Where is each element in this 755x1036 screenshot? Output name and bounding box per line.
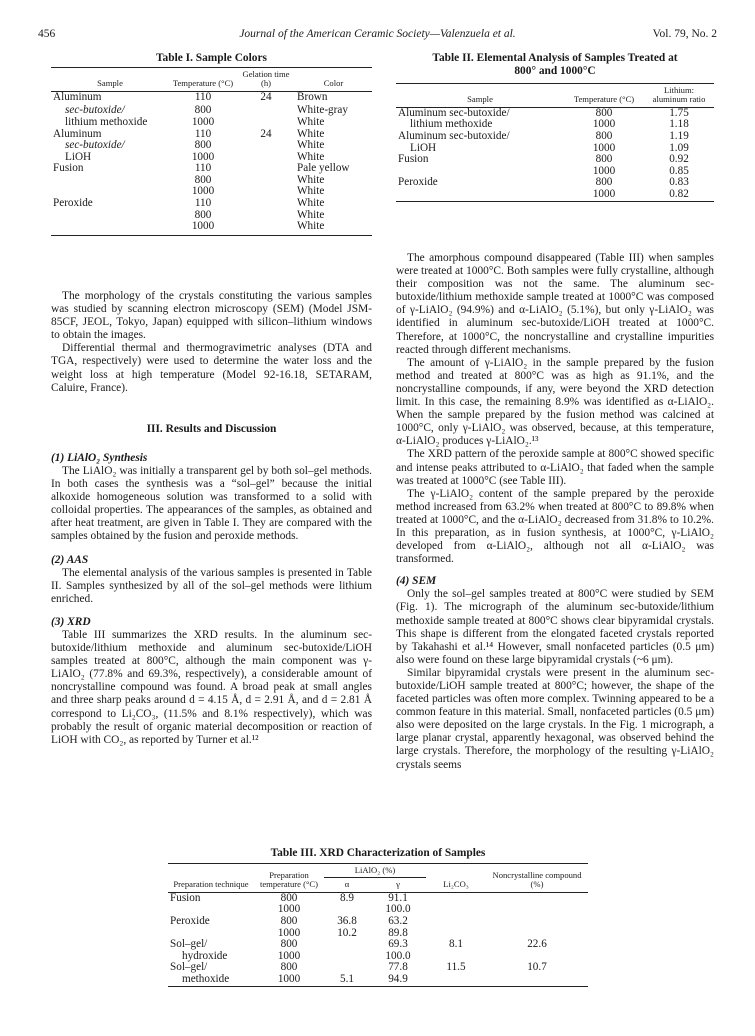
- table-cell: Pale yellow: [297, 162, 350, 175]
- table-cell: 5.1: [340, 972, 354, 985]
- table-cell: Peroxide: [398, 176, 438, 189]
- table-cell: 110: [194, 127, 212, 140]
- table-cell: methoxide: [182, 972, 230, 985]
- table2-header-sample: Sample: [467, 94, 493, 105]
- table-cell: 8.9: [340, 891, 354, 904]
- table-cell: hydroxide: [182, 949, 228, 962]
- table-cell: 36.8: [337, 915, 357, 927]
- table-cell: [486, 904, 588, 916]
- right-column-text: [396, 252, 714, 772]
- table-cell: [51, 221, 169, 235]
- table-cell: sec-butoxide/: [65, 139, 125, 152]
- table-cell: LiOH: [65, 150, 92, 163]
- table3-header-temperature: Preparation temperature (°C): [259, 870, 319, 890]
- section-title-results: III. Results and Discussion: [146, 422, 277, 435]
- left-column: [51, 52, 372, 236]
- table3-header-noncrystalline: Noncrystalline compound (%): [492, 870, 582, 890]
- table-cell: sec-butoxide/: [65, 104, 125, 117]
- table-cell: Aluminum sec-butoxide/: [398, 106, 510, 119]
- table-cell: [51, 210, 169, 222]
- table-cell: 800: [194, 173, 212, 186]
- table-cell: 63.2: [388, 915, 408, 927]
- paragraph-morphology: The morphology of the crystals constituting the various samples was studied by scanning electron microscopy (SEM) (Model JSM-85CF, JEOL, Tokyo, Japan) equipped with silicon–lithium windows to obtain the images.: [51, 290, 372, 342]
- journal-title: Journal of the American Ceramic Society—Valenzuela et al.: [239, 28, 516, 40]
- table-cell: [396, 189, 564, 201]
- paragraph-aas: The elemental analysis of the various samples is presented in Table II. Samples synthesized by all of the sol–gel methods were lithium enriched.: [51, 566, 372, 605]
- paragraph-synthesis: The LiAlO₂ was initially a transparent gel by both sol–gel methods. In both cases the synthesis was a “sol–gel” because the initial alkoxide homogeneous solution was transformed to a solid with colloidal properties. The appearances of the samples, as obtained and after heat treatment, are given in Table I. They are compared with the samples obtained by the fusion and peroxide methods.: [51, 464, 372, 543]
- table-cell: Fusion: [170, 891, 201, 904]
- table-cell: 1000: [592, 141, 616, 154]
- table-cell: White: [297, 139, 325, 152]
- table-cell: 1000: [592, 164, 616, 177]
- table-cell: 1000: [277, 949, 301, 962]
- table-cell: 1.19: [669, 130, 689, 142]
- table-cell: 800: [194, 208, 212, 221]
- table-cell: 800: [280, 938, 298, 951]
- volume-issue: Vol. 79, No. 2: [652, 28, 717, 40]
- paragraph-fusion: The amount of γ-LiAlO₂ in the sample prepared by the fusion method and treated at 800°C was as high as 91.1%, and the noncrystalline compounds, if any, were beyond the XRD detection limit. In this case, the remaining 8.9% was identified as α-LiAlO₂. When the sample prepared by the fusion method was calcined at 1000°C, only γ-LiAlO₂ was observed, because, at this temperature, α-LiAlO₂ produces γ-LiAlO₂.¹³: [396, 356, 714, 448]
- table-cell: 10.2: [337, 926, 357, 939]
- table-cell: 22.6: [527, 938, 547, 951]
- paragraph-sem1: Only the sol–gel samples treated at 800°C were studied by SEM (Fig. 1). The micrograph of the aluminum sec-butoxide/lithium methoxide sample treated at 800°C shows clear bipyramidal crystals. This shape is different from the elongated faceted crystals reported by Takahashi et al.¹⁴ However, small nonfaceted particles (0.5 μm) also were found on these large bipyramidal crystals (~6 μm).: [396, 588, 714, 666]
- table-cell: [237, 152, 295, 164]
- table-cell: White-gray: [297, 104, 348, 117]
- table2-caption-line1: Table II. Elemental Analysis of Samples Treated at: [432, 52, 678, 64]
- table-cell: 24: [260, 90, 272, 103]
- table1-header-sample: Sample: [97, 78, 123, 89]
- table-cell: White: [297, 208, 325, 221]
- table-cell: [237, 117, 295, 129]
- table-cell: [237, 198, 295, 210]
- table-cell: [237, 175, 295, 187]
- paragraph-amorphous: The amorphous compound disappeared (Table III) when samples were treated at 1000°C. Both samples were fully crystalline, although their composition was not the same. The aluminum sec-butoxide/lithium methoxide sample treated at 1000°C was composed of γ-LiAlO₂ (94.9%) and α-LiAlO₂ (5.1%), but only γ-LiAlO₂ was identified in aluminum sec-butoxide/LiOH treated at 1000°C. Therefore, at 1000°C, the noncrystalline and crystalline impurities reacted through different mechanisms.: [396, 252, 714, 356]
- table-cell: 1000: [277, 903, 301, 916]
- table-cell: 10.7: [527, 961, 547, 974]
- table-cell: 100.0: [385, 903, 411, 916]
- table2-header-ratio: Lithium: aluminum ratio: [652, 85, 706, 105]
- table3-header-gamma: γ: [396, 879, 400, 890]
- table-cell: 11.5: [446, 961, 466, 974]
- table-cell: lithium methoxide: [65, 115, 148, 128]
- table3: [168, 863, 588, 987]
- table-cell: [324, 951, 370, 963]
- table-cell: 100.0: [385, 949, 411, 962]
- paragraph-peroxide: The XRD pattern of the peroxide sample at 800°C showed specific and intense peaks attributed to α-LiAlO₂ that faded when the sample was treated at 1000°C (see Table III).: [396, 448, 714, 487]
- table-cell: Sol–gel/: [170, 961, 208, 974]
- table-cell: 0.82: [669, 187, 689, 200]
- table-cell: 8.1: [449, 938, 463, 951]
- table3-header-li2co3: Li₂CO₃: [443, 879, 469, 890]
- table-cell: Fusion: [398, 153, 429, 166]
- table-cell: 1000: [191, 115, 215, 128]
- table-cell: [486, 916, 588, 928]
- table-cell: 800: [595, 176, 613, 189]
- paragraph-xrd: Table III summarizes the XRD results. In the aluminum sec-butoxide/lithium methoxide and aluminum sec-butoxide/LiOH samples treated at 800°C, although the main component was γ-LiAlO₂ (77.8% and 69.3%, respectively), a considerable amount of noncrystalline compound was found. A broad peak at small angles and three sharp peaks around d = 4.15 Å, d = 2.91 Å, and d = 2.81 Å correspond to Li₂CO₃, (11.5% and 8.1% respectively), which was probably the result of organic material decomposition or reaction of LiOH with CO₂, as reported by Turner et al.¹²: [51, 628, 372, 746]
- table-cell: Brown: [297, 90, 328, 103]
- table-cell: 110: [194, 197, 212, 210]
- paragraph-gamma: The γ-LiAlO₂ content of the sample prepared by the peroxide method increased from 63.2% when treated at 800°C to 89.8% when treated at 1000°C, and the α-LiAlO₂ decreased from 31.8% to 10.2%. In this preparation, as in fusion synthesis, at 1000°C, γ-LiAlO₂ developed from α-LiAlO₂, although not all α-LiAlO₂ was transformed.: [396, 487, 714, 566]
- table-cell: 800: [194, 139, 212, 152]
- table2-caption-line2: 800° and 1000°C: [514, 65, 596, 77]
- table-cell: [51, 175, 169, 187]
- right-column: [396, 52, 714, 202]
- table2: [396, 83, 714, 202]
- table-cell: [426, 904, 486, 916]
- table-cell: 1000: [191, 185, 215, 198]
- table-cell: Peroxide: [53, 197, 93, 210]
- page-number: 456: [38, 28, 56, 40]
- table-cell: [426, 892, 486, 904]
- table-cell: White: [297, 127, 325, 140]
- table-cell: Aluminum: [53, 127, 102, 140]
- table-cell: Sol–gel/: [170, 938, 208, 951]
- table-cell: White: [297, 150, 325, 163]
- table-cell: 110: [194, 90, 212, 103]
- table-cell: Fusion: [53, 162, 84, 175]
- table-cell: White: [297, 185, 325, 198]
- paragraph-dta: Differential thermal and thermogravimetric analyses (DTA and TGA, respectively) were used to determine the water loss and the weight loss at high temperature (Model 92-16.18, SETARAM, Caluire, France).: [51, 342, 372, 394]
- table-cell: White: [297, 197, 325, 210]
- table3-header-alpha: α: [344, 879, 350, 890]
- table-cell: 0.92: [669, 153, 689, 166]
- table-cell: 77.8: [388, 961, 408, 974]
- table-cell: 1000: [277, 972, 301, 985]
- subsection-synthesis: (1) LiAlO₂ Synthesis: [51, 451, 148, 464]
- left-column-text: [51, 290, 372, 747]
- table-cell: [237, 210, 295, 222]
- table-cell: 89.8: [388, 926, 408, 939]
- table-cell: Peroxide: [170, 915, 210, 927]
- table-cell: [237, 221, 295, 235]
- table-cell: 1000: [592, 187, 616, 200]
- table-cell: White: [297, 173, 325, 186]
- table-cell: [426, 916, 486, 928]
- table-cell: [237, 105, 295, 117]
- table-cell: LiOH: [410, 141, 437, 154]
- table-cell: 1.75: [669, 106, 689, 119]
- table-cell: [486, 974, 588, 986]
- table-cell: 1000: [191, 220, 215, 233]
- table-cell: 1000: [277, 926, 301, 939]
- table1-header-color: Color: [323, 78, 344, 89]
- table-cell: 0.85: [669, 164, 689, 177]
- table-cell: 69.3: [388, 938, 408, 951]
- table3-header-lialo2: LiAlO₂ (%): [324, 864, 426, 878]
- table1-header-temperature: Temperature (°C): [172, 78, 234, 89]
- table-cell: 800: [280, 891, 298, 904]
- table-cell: 1000: [592, 118, 616, 131]
- subsection-aas: (2) AAS: [51, 553, 89, 566]
- running-header: [38, 28, 717, 44]
- table-cell: [486, 892, 588, 904]
- table-cell: 110: [194, 162, 212, 175]
- table-cell: [324, 939, 370, 951]
- table-cell: lithium methoxide: [410, 118, 493, 131]
- table-cell: 800: [595, 130, 613, 142]
- table-cell: White: [297, 220, 325, 233]
- subsection-xrd: (3) XRD: [51, 615, 91, 628]
- table-cell: 24: [260, 127, 272, 140]
- table-cell: 0.83: [669, 176, 689, 189]
- table-cell: [426, 974, 486, 986]
- table1-caption: Table I. Sample Colors: [156, 52, 267, 64]
- table-cell: White: [297, 115, 325, 128]
- table-cell: [237, 186, 295, 198]
- table-cell: 1.18: [669, 118, 689, 131]
- table-cell: 800: [280, 915, 298, 927]
- table2-header-temperature: Temperature (°C): [573, 94, 635, 105]
- table-cell: 1.09: [669, 141, 689, 154]
- table3-block: [168, 847, 588, 987]
- subsection-sem: (4) SEM: [396, 575, 437, 588]
- table3-caption: Table III. XRD Characterization of Samples: [270, 847, 486, 859]
- paragraph-sem2: Similar bipyramidal crystals were present in the aluminum sec-butoxide/LiOH sample treated at 800°C; however, the shape of the faceted particles was often more complex. Twinning appeared to be a common feature in this material. Small, nonfaceted particles (0.5 μm) also were deposited on the large crystals. In the Fig. 1 micrograph, a large planar crystal, apparently hexagonal, was observed behind the large crystals. Therefore, the morphology of the resulting γ-LiAlO₂ crystals seems: [396, 666, 714, 771]
- table1-header-gelation: Gelation time (h): [242, 69, 290, 89]
- table-cell: 800: [595, 153, 613, 166]
- table-cell: [237, 140, 295, 152]
- table3-header-technique: Preparation technique: [173, 879, 249, 890]
- table1: [51, 67, 372, 236]
- table-cell: 800: [595, 106, 613, 119]
- table-cell: 91.1: [388, 891, 408, 904]
- table-cell: 800: [280, 961, 298, 974]
- table-cell: 1000: [191, 150, 215, 163]
- table-cell: Aluminum: [53, 90, 102, 103]
- table-cell: 800: [194, 104, 212, 117]
- table-cell: Aluminum sec-butoxide/: [398, 130, 510, 142]
- table-cell: [237, 163, 295, 175]
- table-cell: 94.9: [388, 972, 408, 985]
